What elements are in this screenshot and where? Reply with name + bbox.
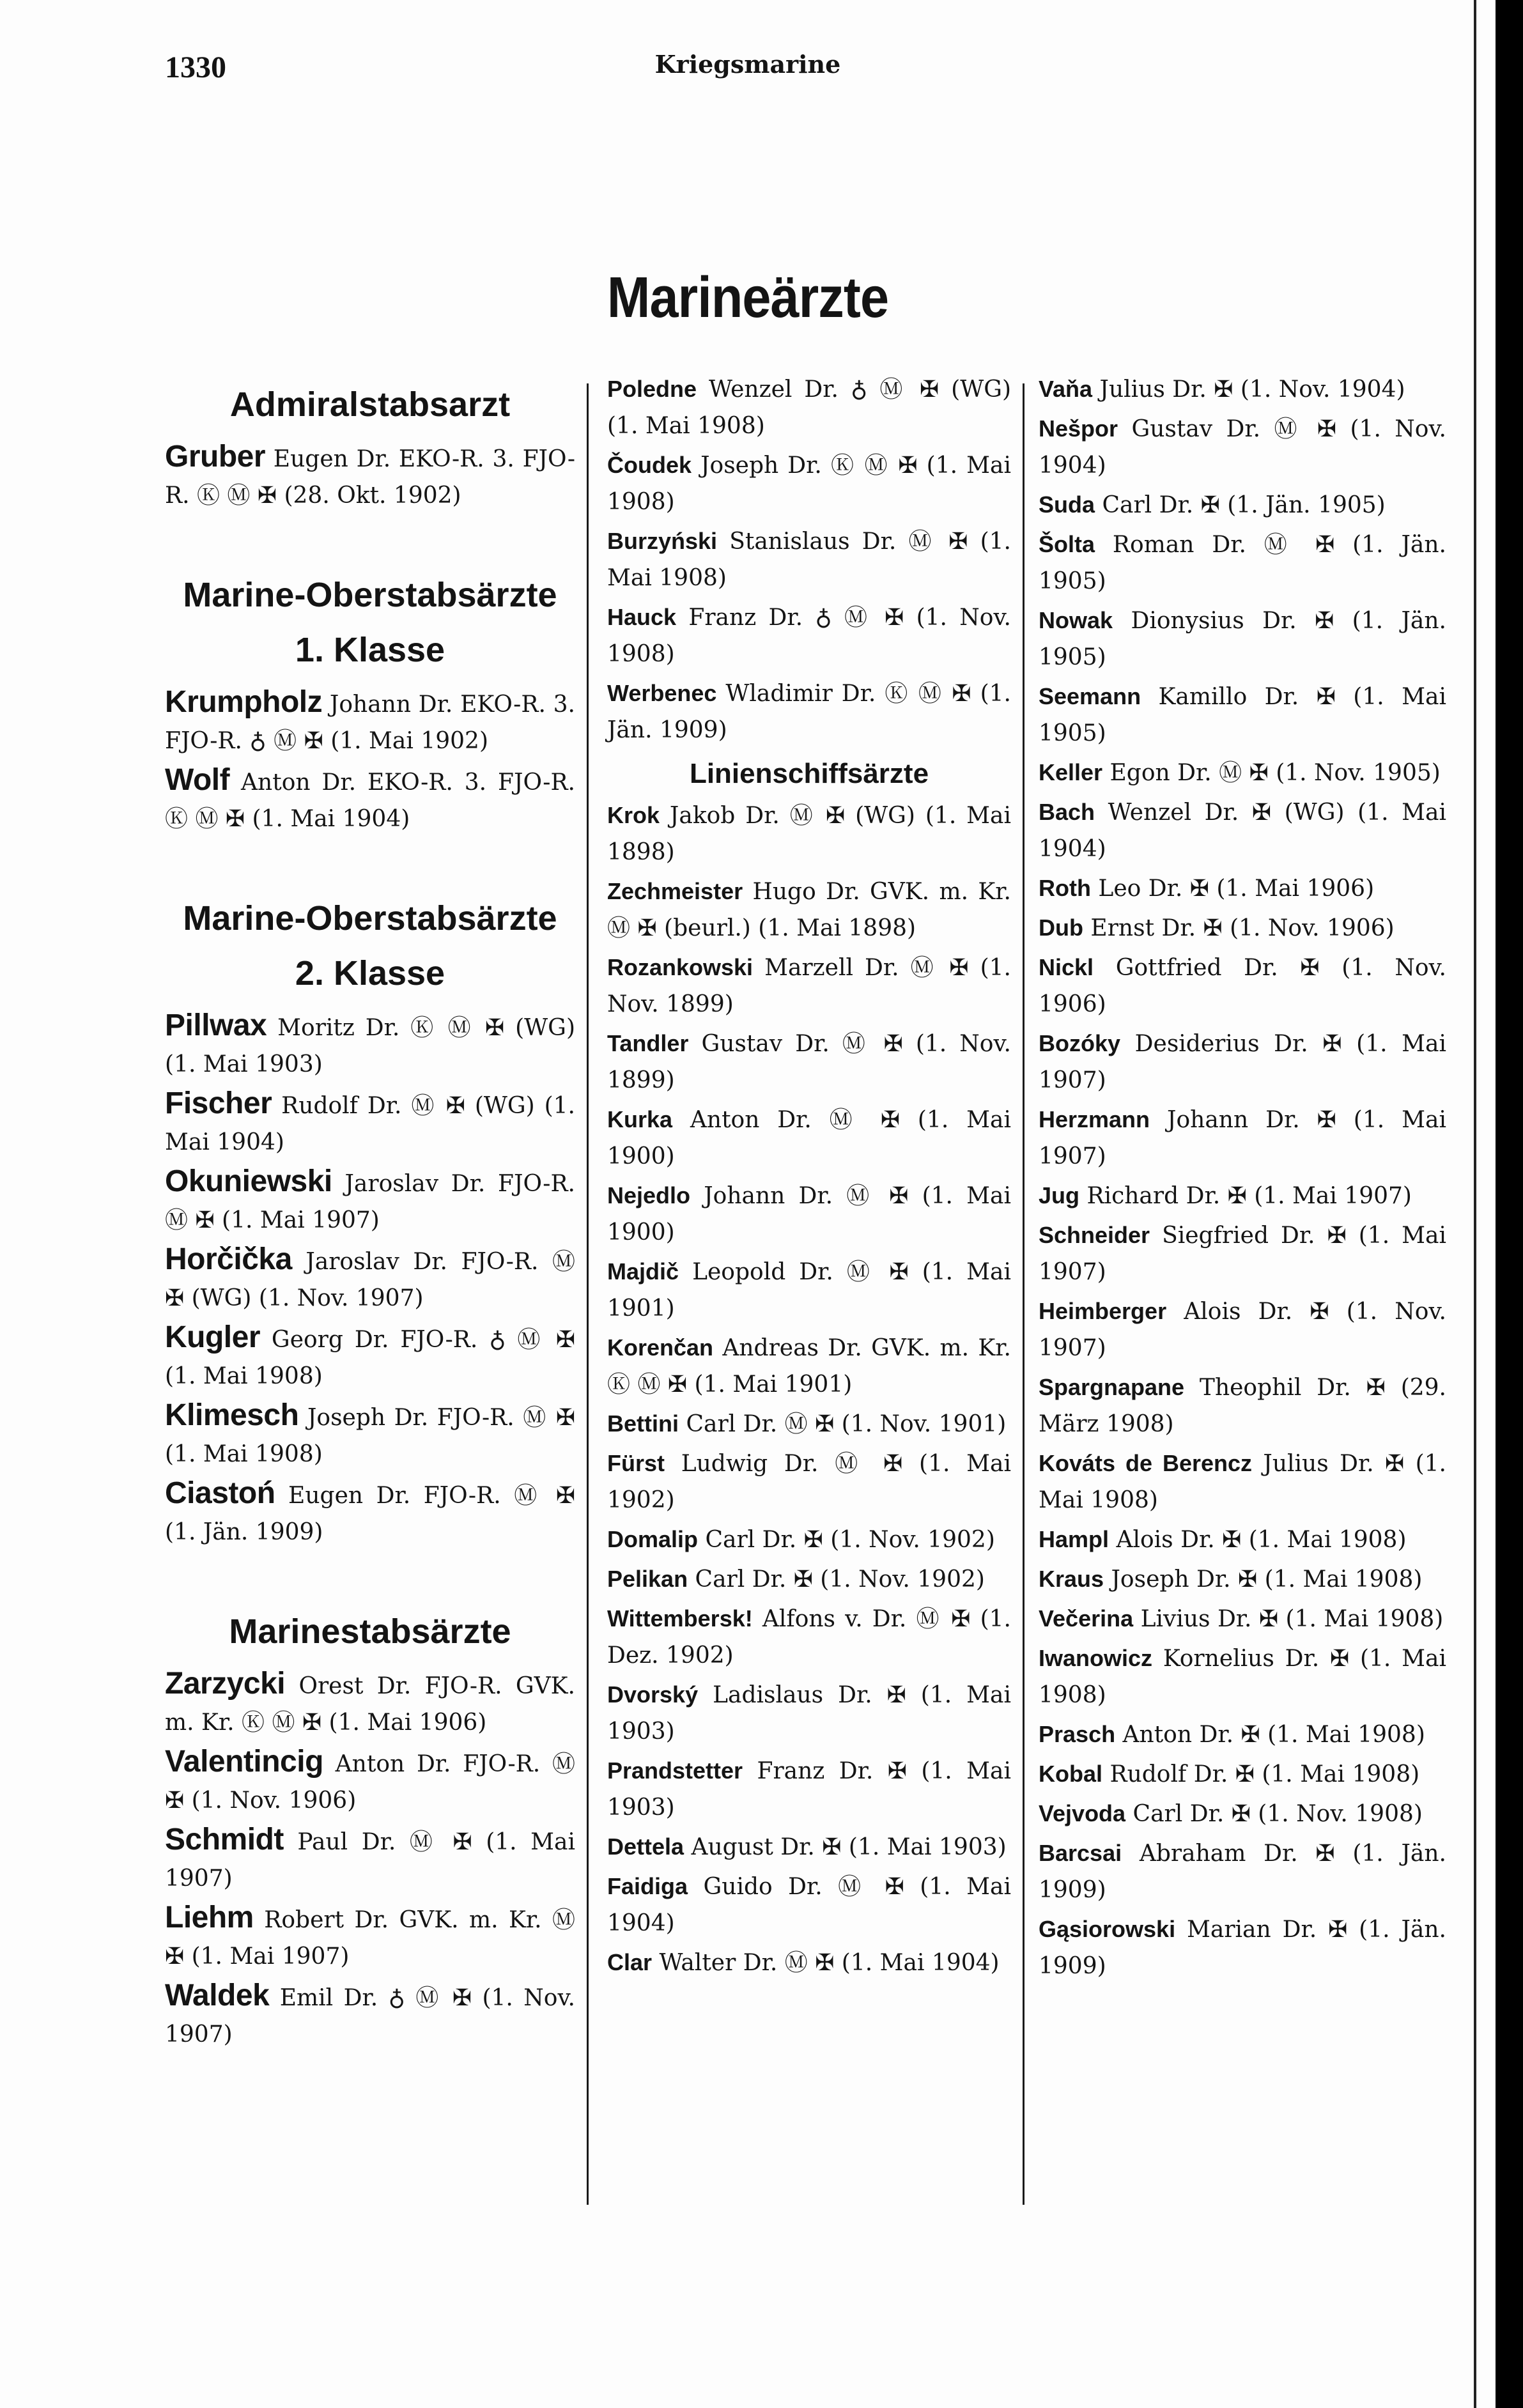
column-3	[1039, 371, 1446, 1987]
entry-details: Carl Dr. ✠ (1. Jän. 1905)	[1095, 492, 1386, 518]
entry-details: Richard Dr. ✠ (1. Mai 1907)	[1079, 1183, 1412, 1209]
page-edge-line	[1474, 0, 1476, 2408]
entry-details: Joseph Dr. FJO-R. Ⓜ ✠ (1. Mai 1908)	[165, 1405, 575, 1467]
entry-details: Carl Dr. ✠ (1. Nov. 1908)	[1125, 1801, 1423, 1827]
entry-details: Paul Dr. Ⓜ ✠ (1. Mai 1907)	[165, 1829, 575, 1892]
person-surname: Nejedlo	[607, 1182, 691, 1208]
person-surname: Dub	[1039, 915, 1083, 941]
person-surname: Burzyński	[607, 528, 718, 554]
entry-details: Anton Dr. ✠ (1. Mai 1908)	[1115, 1722, 1425, 1748]
list-item	[165, 1977, 575, 2053]
person-surname: Pelikan	[607, 1566, 688, 1592]
entry-details: Emil Dr. ♁ Ⓜ ✠ (1. Nov. 1907)	[165, 1985, 575, 2048]
section-heading: Marine-Oberstabsärzte	[183, 576, 557, 614]
list-item	[165, 1743, 575, 1819]
entry-details: Johann Dr. ✠ (1. Mai 1907)	[1039, 1107, 1446, 1169]
person-surname: Bach	[1039, 799, 1095, 825]
list-item	[607, 1025, 1011, 1099]
person-surname: Prandstetter	[607, 1757, 743, 1784]
person-surname: Suda	[1039, 491, 1095, 518]
entry-details: Gustav Dr. Ⓜ ✠ (1. Nov. 1899)	[607, 1031, 1011, 1093]
person-surname: Heimberger	[1039, 1298, 1167, 1324]
entry-details: Franz Dr. ♁ Ⓜ ✠ (1. Nov. 1908)	[607, 605, 1011, 667]
entry-details: Walter Dr. Ⓜ ✠ (1. Mai 1904)	[652, 1950, 1000, 1976]
entry-details: Theophil Dr. ✠ (29. März 1908)	[1039, 1375, 1446, 1437]
person-surname: Faidiga	[607, 1873, 688, 1899]
list-item	[607, 873, 1011, 946]
person-surname: Poledne	[607, 376, 697, 402]
entry-details: Jakob Dr. Ⓜ ✠ (WG) (1. Mai 1898)	[607, 803, 1011, 865]
entry-details: Robert Dr. GVK. m. Kr. Ⓜ ✠ (1. Mai 1907)	[165, 1907, 575, 1970]
entry-details: Leopold Dr. Ⓜ ✠ (1. Mai 1901)	[607, 1259, 1011, 1322]
person-surname: Kraus	[1039, 1566, 1104, 1592]
entry-details: Joseph Dr. ✠ (1. Mai 1908)	[1104, 1566, 1423, 1593]
person-surname: Herzmann	[1039, 1106, 1150, 1132]
person-surname: Spargnapane	[1039, 1374, 1185, 1400]
entry-details: Wenzel Dr. ✠ (WG) (1. Mai 1904)	[1039, 799, 1446, 862]
column-divider	[587, 383, 589, 2205]
list-item	[607, 1177, 1011, 1251]
list-item	[607, 1561, 1011, 1598]
entry-details: Ludwig Dr. Ⓜ ✠ (1. Mai 1902)	[607, 1451, 1011, 1513]
entry-details: Marzell Dr. Ⓜ ✠ (1. Nov. 1899)	[607, 955, 1011, 1017]
list-item	[1039, 410, 1446, 484]
person-surname: Wolf	[165, 763, 230, 797]
person-surname: Kugler	[165, 1320, 261, 1354]
person-surname: Korenčan	[607, 1334, 714, 1361]
list-item	[607, 1521, 1011, 1558]
list-item	[1039, 1716, 1446, 1753]
entry-details: Andreas Dr. GVK. m. Kr. Ⓚ Ⓜ ✠ (1. Mai 1901)	[607, 1335, 1011, 1398]
person-surname: Kováts de Berencz	[1039, 1450, 1253, 1476]
list-item	[607, 1676, 1011, 1750]
person-surname: Werbenec	[607, 680, 717, 706]
list-item	[1039, 1600, 1446, 1637]
list-item	[165, 1163, 575, 1239]
person-surname: Bozóky	[1039, 1030, 1121, 1056]
entry-details: Wladimir Dr. Ⓚ Ⓜ ✠ (1. Jän. 1909)	[607, 681, 1011, 743]
page-title: Marineärzte	[607, 266, 889, 330]
list-item	[1039, 1177, 1446, 1214]
list-item	[1039, 678, 1446, 752]
entry-details: Gottfried Dr. ✠ (1. Nov. 1906)	[1039, 955, 1446, 1017]
person-surname: Vaňa	[1039, 376, 1093, 402]
entry-details: Livius Dr. ✠ (1. Mai 1908)	[1133, 1606, 1444, 1632]
list-item	[607, 1868, 1011, 1941]
list-item	[607, 1828, 1011, 1865]
entry-details: Egon Dr. Ⓜ ✠ (1. Nov. 1905)	[1102, 760, 1441, 786]
list-item	[1039, 1445, 1446, 1518]
list-item	[165, 1821, 575, 1897]
list-item	[607, 1752, 1011, 1826]
running-head: Kriegsmarine	[654, 50, 841, 79]
list-item	[1039, 794, 1446, 867]
entry-details: Carl Dr. Ⓜ ✠ (1. Nov. 1901)	[679, 1411, 1007, 1437]
entry-details: August Dr. ✠ (1. Mai 1903)	[684, 1834, 1007, 1860]
entry-details: Alois Dr. ✠ (1. Nov. 1907)	[1039, 1299, 1446, 1361]
section-heading: Marinestabsärzte	[229, 1612, 511, 1651]
person-surname: Dvorský	[607, 1681, 699, 1708]
list-item	[1039, 1369, 1446, 1442]
list-item	[1039, 870, 1446, 907]
person-surname: Domalip	[607, 1526, 699, 1552]
entry-details: Gustav Dr. Ⓜ ✠ (1. Nov. 1904)	[1039, 416, 1446, 479]
list-item	[1039, 1521, 1446, 1558]
list-item	[607, 599, 1011, 672]
person-surname: Majdič	[607, 1258, 679, 1285]
person-surname: Šolta	[1039, 531, 1095, 557]
person-surname: Zarzycki	[165, 1667, 286, 1701]
list-item	[165, 1007, 575, 1083]
person-surname: Čoudek	[607, 452, 692, 478]
section-heading: Admiralstabsarzt	[229, 385, 511, 424]
list-item	[607, 1445, 1011, 1518]
entry-details: Eugen Dr. EKO-R. 3. FJO-R. Ⓚ Ⓜ ✠ (28. Okt. 1902)	[165, 446, 575, 509]
list-item	[607, 371, 1011, 444]
list-item	[607, 1405, 1011, 1442]
entry-details: Eugen Dr. FJO-R. Ⓜ ✠ (1. Jän. 1909)	[165, 1483, 575, 1545]
list-item	[1039, 371, 1446, 408]
person-surname: Iwanowicz	[1039, 1645, 1153, 1671]
entry-details: Roman Dr. Ⓜ ✠ (1. Jän. 1905)	[1039, 532, 1446, 594]
entry-details: Joseph Dr. Ⓚ Ⓜ ✠ (1. Mai 1908)	[607, 452, 1011, 515]
entry-details: Franz Dr. ✠ (1. Mai 1903)	[607, 1758, 1011, 1821]
list-item	[1039, 949, 1446, 1023]
person-surname: Ciastoń	[165, 1476, 275, 1510]
person-surname: Klimesch	[165, 1398, 299, 1432]
list-item	[607, 949, 1011, 1023]
section-heading: Marine-Oberstabsärzte	[183, 899, 557, 938]
list-item	[165, 1319, 575, 1394]
entry-details: Wenzel Dr. ♁ Ⓜ ✠ (WG) (1. Mai 1908)	[607, 376, 1011, 439]
entry-details: Kornelius Dr. ✠ (1. Mai 1908)	[1039, 1646, 1446, 1708]
entry-details: Anton Dr. FJO-R. Ⓜ ✠ (1. Nov. 1906)	[165, 1751, 575, 1814]
list-item	[607, 1600, 1011, 1674]
person-surname: Nowak	[1039, 607, 1113, 633]
column-divider	[1023, 383, 1024, 2205]
person-surname: Hampl	[1039, 1526, 1109, 1552]
entry-details: Marian Dr. ✠ (1. Jän. 1909)	[1039, 1917, 1446, 1979]
list-item	[607, 1944, 1011, 1981]
person-surname: Horčička	[165, 1242, 292, 1276]
entry-details: Johann Dr. Ⓜ ✠ (1. Mai 1900)	[607, 1183, 1011, 1246]
entry-details: Leo Dr. ✠ (1. Mai 1906)	[1090, 876, 1375, 902]
person-surname: Nešpor	[1039, 415, 1118, 442]
list-item	[1039, 1217, 1446, 1290]
list-item	[165, 684, 575, 759]
entry-details: Anton Dr. EKO-R. 3. FJO-R. Ⓚ Ⓜ ✠ (1. Mai 1904)	[165, 769, 575, 832]
list-item	[165, 1241, 575, 1316]
entry-details: Jaroslav Dr. FJO-R. Ⓜ ✠ (WG) (1. Nov. 1907)	[165, 1249, 575, 1311]
person-surname: Gruber	[165, 440, 266, 474]
entry-details: Georg Dr. FJO-R. ♁ Ⓜ ✠ (1. Mai 1908)	[165, 1327, 575, 1389]
person-surname: Tandler	[607, 1030, 689, 1056]
person-surname: Dettela	[607, 1833, 684, 1860]
person-surname: Krok	[607, 802, 660, 828]
list-item	[165, 762, 575, 837]
list-item	[165, 1397, 575, 1472]
list-item	[607, 797, 1011, 870]
list-item	[1039, 754, 1446, 791]
column-2	[607, 371, 1011, 1984]
person-surname: Schmidt	[165, 1823, 284, 1856]
list-item	[165, 1085, 575, 1161]
entry-details: Alois Dr. ✠ (1. Mai 1908)	[1109, 1527, 1407, 1553]
section-heading: Linienschiffsärzte	[689, 758, 929, 789]
list-item	[607, 447, 1011, 520]
entry-details: Carl Dr. ✠ (1. Nov. 1902)	[698, 1527, 995, 1553]
person-surname: Nickl	[1039, 954, 1094, 980]
entry-details: Stanislaus Dr. Ⓜ ✠ (1. Mai 1908)	[607, 529, 1011, 591]
person-surname: Rozankowski	[607, 954, 754, 980]
person-surname: Fischer	[165, 1086, 272, 1120]
person-surname: Liehm	[165, 1901, 254, 1934]
list-item	[1039, 526, 1446, 599]
person-surname: Keller	[1039, 759, 1103, 785]
list-item	[607, 1329, 1011, 1403]
page-number: 1330	[165, 50, 226, 84]
person-surname: Zechmeister	[607, 878, 743, 904]
person-surname: Večerina	[1039, 1605, 1134, 1632]
list-item	[1039, 1835, 1446, 1908]
list-item	[1039, 1101, 1446, 1175]
list-item	[1039, 909, 1446, 946]
entry-details: Orest Dr. FJO-R. GVK. m. Kr. Ⓚ Ⓜ ✠ (1. Mai 1906)	[165, 1673, 575, 1736]
entry-details: Abraham Dr. ✠ (1. Jän. 1909)	[1039, 1841, 1446, 1903]
list-item	[165, 1475, 575, 1550]
entry-details: Anton Dr. Ⓜ ✠ (1. Mai 1900)	[607, 1107, 1011, 1169]
entry-details: Johann Dr. EKO-R. 3. FJO-R. ♁ Ⓜ ✠ (1. Mai 1902)	[165, 691, 575, 754]
section-heading: 1. Klasse	[295, 631, 445, 669]
person-surname: Kobal	[1039, 1761, 1103, 1787]
entry-details: Alfons v. Dr. Ⓜ ✠ (1. Dez. 1902)	[607, 1606, 1011, 1669]
entry-details: Julius Dr. ✠ (1. Mai 1908)	[1039, 1451, 1446, 1513]
section-heading: 2. Klasse	[295, 954, 445, 992]
list-item	[607, 1253, 1011, 1327]
list-item	[165, 1899, 575, 1975]
section-gap	[165, 1553, 575, 1598]
section-gap	[165, 516, 575, 561]
person-surname: Krumpholz	[165, 685, 323, 719]
person-surname: Hauck	[607, 604, 677, 630]
column-1	[165, 371, 575, 2055]
person-surname: Waldek	[165, 1979, 270, 2012]
person-surname: Fürst	[607, 1450, 665, 1476]
person-surname: Wittembersk!	[607, 1605, 753, 1632]
list-item	[1039, 1293, 1446, 1366]
person-surname: Roth	[1039, 875, 1091, 901]
person-surname: Prasch	[1039, 1721, 1116, 1747]
person-surname: Jug	[1039, 1182, 1080, 1208]
person-surname: Okuniewski	[165, 1164, 332, 1198]
section-gap	[165, 840, 575, 884]
entry-details: Guido Dr. Ⓜ ✠ (1. Mai 1904)	[607, 1874, 1011, 1936]
entry-details: Ernst Dr. ✠ (1. Nov. 1906)	[1083, 915, 1395, 941]
person-surname: Pillwax	[165, 1008, 267, 1042]
list-item	[1039, 602, 1446, 675]
entry-details: Siegfried Dr. ✠ (1. Mai 1907)	[1039, 1223, 1446, 1285]
person-surname: Vejvoda	[1039, 1800, 1126, 1826]
person-surname: Schneider	[1039, 1222, 1150, 1248]
person-surname: Valentincig	[165, 1745, 323, 1779]
entry-details: Carl Dr. ✠ (1. Nov. 1902)	[688, 1566, 985, 1593]
entry-details: Kamillo Dr. ✠ (1. Mai 1905)	[1039, 684, 1446, 746]
entry-details: Moritz Dr. Ⓚ Ⓜ ✠ (WG) (1. Mai 1903)	[165, 1015, 575, 1077]
person-surname: Barcsai	[1039, 1840, 1122, 1866]
person-surname: Seemann	[1039, 683, 1141, 709]
list-item	[607, 675, 1011, 748]
entry-details: Dionysius Dr. ✠ (1. Jän. 1905)	[1039, 608, 1446, 670]
list-item	[1039, 1756, 1446, 1793]
entry-details: Jaroslav Dr. FJO-R. Ⓜ ✠ (1. Mai 1907)	[165, 1171, 575, 1233]
entry-details: Hugo Dr. GVK. m. Kr. Ⓜ ✠ (beurl.) (1. Mai 1898)	[607, 879, 1011, 941]
list-item	[1039, 1025, 1446, 1099]
person-surname: Bettini	[607, 1410, 679, 1437]
list-item	[1039, 486, 1446, 523]
list-item	[165, 1665, 575, 1741]
list-item	[1039, 1795, 1446, 1832]
person-surname: Kurka	[607, 1106, 673, 1132]
entry-details: Ladislaus Dr. ✠ (1. Mai 1903)	[607, 1682, 1011, 1745]
person-surname: Clar	[607, 1949, 653, 1975]
list-item	[1039, 1640, 1446, 1713]
person-surname: Gąsiorowski	[1039, 1916, 1176, 1942]
entry-details: Julius Dr. ✠ (1. Nov. 1904)	[1092, 376, 1405, 403]
list-item	[1039, 1911, 1446, 1984]
list-item	[607, 523, 1011, 596]
entry-details: Rudolf Dr. Ⓜ ✠ (WG) (1. Mai 1904)	[165, 1093, 575, 1155]
entry-details: Rudolf Dr. ✠ (1. Mai 1908)	[1102, 1761, 1420, 1787]
entry-details: Desiderius Dr. ✠ (1. Mai 1907)	[1039, 1031, 1446, 1093]
list-item	[607, 1101, 1011, 1175]
list-item	[1039, 1561, 1446, 1598]
list-item	[165, 438, 575, 514]
